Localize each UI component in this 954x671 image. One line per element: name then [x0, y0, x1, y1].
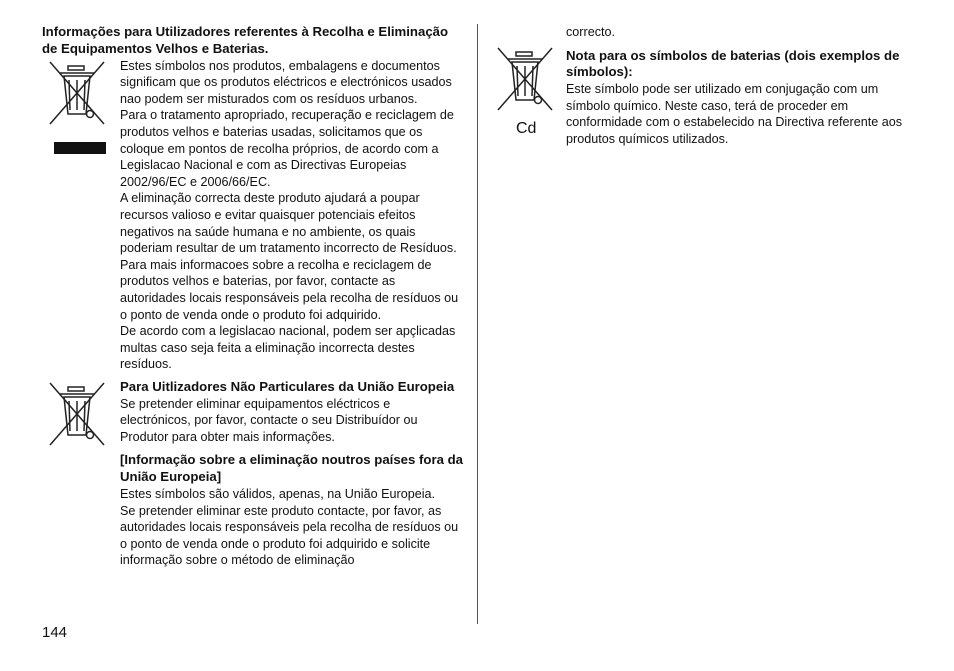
paragraph: Estes símbolos são válidos, apenas, na União Europeia. — [120, 487, 436, 502]
section-business-users — [42, 379, 464, 569]
paragraph: Para o tratamento apropriado, recuperação e reciclagem de produtos velhos e baterias usadas, solicitamos que os coloque em pontos de recolha próprios, de acordo com a Legislacao Nacional e com as Directivas Europeias 2002/96/EC e 2006/66/EC. — [120, 108, 454, 189]
column-divider — [477, 24, 478, 624]
section-title-outside-eu: [Informação sobre a eliminação noutros países fora da União Europeia] — [120, 452, 463, 485]
continuation-text: correcto. — [566, 25, 615, 39]
chemical-symbol: Cd — [516, 120, 537, 137]
paragraph: Para mais informacoes sobre a recolha e reciclagem de produtos velhos e baterias, por favor, contacte as autoridades locais responsáveis pela recolha de resíduos ou o ponto de venda onde o produto foi adquirido. — [120, 257, 459, 322]
paragraph: Este símbolo pode ser utilizado em conjugação com um símbolo químico. Neste caso, terá de proceder em conformidade com o estabelecido na Directiva referente aos produtos químicos utilizados. — [566, 82, 903, 146]
section-title-business: Para Uitlizadores Não Particulares da União Europeia — [120, 378, 455, 394]
separate-collection-bar — [54, 142, 106, 154]
right-column — [494, 24, 904, 148]
paragraph: A eliminação correcta deste produto ajudará a poupar recursos valioso e evitar quaisquer potenciais efeitos negativos na saúde humana e no ambiente, os quais poderiam resultar de um tratamento incorrecto de Resíduos. — [120, 191, 457, 256]
battery-section — [494, 24, 904, 148]
section-disposal-body — [42, 58, 464, 373]
paragraph: Se pretender eliminar este produto contacte, por favor, as autoridades locais responsáveis pela recolha de resíduos ou o ponto de venda onde o produto foi adquirido e solicite informação sobre o método de eliminação — [120, 503, 459, 568]
crossed-out-bin-icon — [494, 46, 558, 114]
paragraph: Se pretender eliminar equipamentos eléctricos e electrónicos, por favor, contacte o seu Distribuídor ou Produtor para obter mais informações. — [120, 396, 418, 444]
section-title-battery: Nota para os símbolos de baterias (dois exemplos de símbolos): — [566, 47, 900, 80]
page-number: 144 — [42, 624, 68, 641]
paragraph: De acordo com a legislacao nacional, podem ser apçlicadas multas caso seja feita a eliminação incorrecta destes resíduos. — [120, 324, 456, 372]
paragraph: Estes símbolos nos produtos, embalagens e documentos significam que os produtos eléctricos e electrónicos usados nao podem ser misturados com os resíduos urbanos. — [120, 58, 452, 106]
section-title-disposal: Informações para Utilizadores referentes à Recolha e Eliminação de Equipamentos Velhos e Baterias. — [42, 24, 449, 56]
left-column — [42, 24, 464, 569]
crossed-out-bin-icon — [46, 381, 110, 449]
crossed-out-bin-icon — [46, 60, 110, 128]
